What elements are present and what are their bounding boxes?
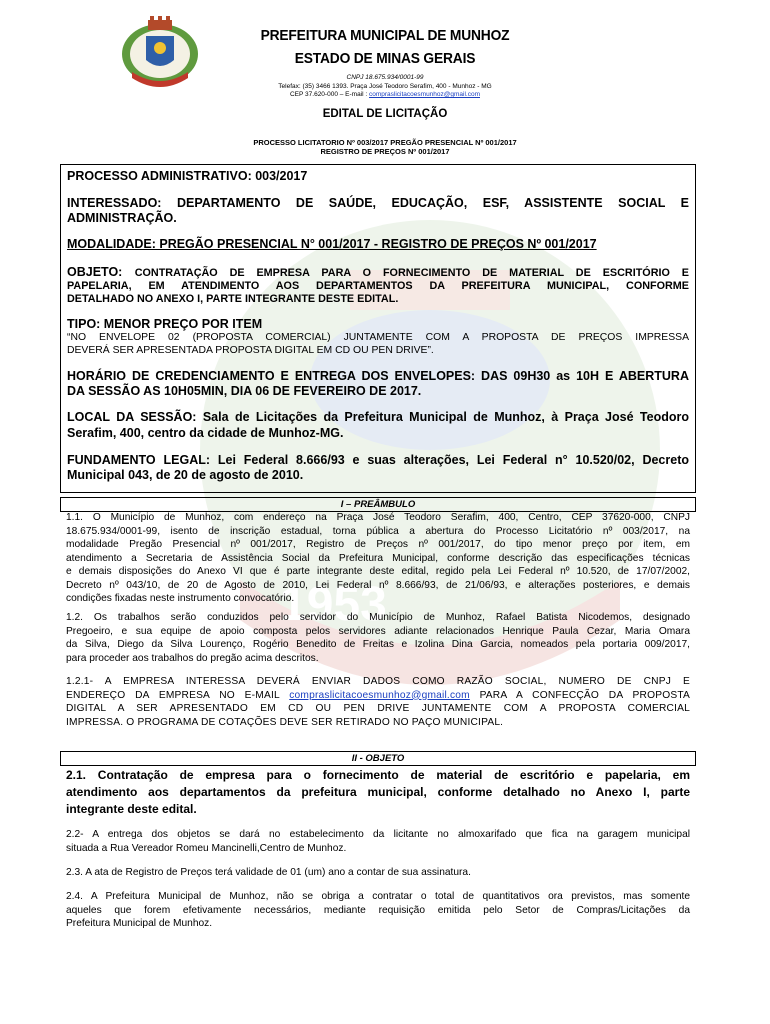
p1-1-line4: atendimento a Secretaria de Assistência Social da Prefeitura Municipal, conforme descrição das especificações técnicas: [66, 552, 690, 564]
p2-4-line3: Prefeitura Municipal de Munhoz.: [66, 918, 213, 929]
p1-2-1-line2: [66, 689, 690, 703]
p2-4-line2: aqueles que forem efetivamente necessários, mediante requisição emitida pelo Setor de Compras/Licitações da: [66, 904, 690, 916]
p1-2-1-line1: 1.2.1- A EMPRESA INTERESSA DEVERÁ ENVIAR DADOS COMO RAZÃO SOCIAL, NUMERO DE CNPJ E: [66, 676, 690, 687]
header-cnpj: CNPJ 18.675.934/0001-99: [346, 74, 424, 81]
paragraph-2-2: [66, 828, 690, 855]
horario-line2: DA SESSÃO AS 10H05MIN, DIA 06 DE FEVEREIRO DE 2017.: [67, 384, 422, 398]
p1-2-1-email-link[interactable]: compraslicitacoesmunhoz@gmail.com: [289, 689, 470, 701]
fundamento-line1: FUNDAMENTO LEGAL: Lei Federal 8.666/93 e suas alterações, Lei Federal n° 10.520/02, Decreto: [67, 453, 689, 467]
p1-2-1-line4: IMPRESSA. O PROGRAMA DE COTAÇÕES DEVE SER RETIRADO NO PAÇO MUNICIPAL.: [66, 716, 504, 728]
summary-box: [60, 164, 696, 493]
objeto-line3: DETALHADO NO ANEXO I, PARTE INTEGRANTE DESTE EDITAL.: [67, 293, 399, 305]
section-preambulo-heading: I – PREÂMBULO: [60, 497, 696, 512]
processo-administrativo: PROCESSO ADMINISTRATIVO: 003/2017: [67, 169, 308, 183]
p2-1-line3: integrante deste edital.: [66, 802, 197, 816]
p1-1-line2: 18.675.934/0001-99, isento de inscrição estadual, torna pública a abertura do Processo Licitatório nº 003/2017, na: [66, 525, 690, 537]
paragraph-2-3: 2.3. A ata de Registro de Preços terá validade de 01 (um) ano a contar de sua assinatura.: [66, 867, 471, 878]
p1-2-1-prefix: ENDEREÇO DA EMPRESA NO E-MAIL: [66, 689, 290, 701]
p1-1-line7: condições fixadas neste instrumento convocatório.: [66, 593, 295, 604]
paragraph-1-1: [66, 511, 690, 606]
paragraph-2-4: [66, 890, 690, 931]
paragraph-1-2-1: [66, 675, 690, 729]
p2-2-line2: situada a Rua Vereador Romeu Mancinelli,Centro de Munhoz.: [66, 842, 347, 854]
p1-2-line3: da Silva, Diego da Silva Lourenço, Rogério Benedito de Freitas e Izolina Dina Garcia, nomeados pela portaria 009/2017,: [66, 639, 690, 650]
interessado-line2: ADMINISTRAÇÃO.: [67, 211, 177, 225]
header-email-link[interactable]: compraslicitacoesmunhoz@gmail.com: [369, 91, 480, 98]
municipality-title: PREFEITURA MUNICIPAL DE MUNHOZ: [260, 27, 510, 44]
paragraph-1-2: [66, 611, 690, 665]
header-address: Telefax: (35) 3466 1393. Praça José Teodoro Serafim, 400 - Munhoz - MG: [278, 83, 492, 90]
p1-2-line1: 1.2. Os trabalhos serão conduzidos pelo servidor do Município de Munhoz, Rafael Batista Nicodemos, designado: [66, 612, 690, 623]
tipo: TIPO: MENOR PREÇO POR ITEM: [67, 317, 263, 331]
objeto-line2: PAPELARIA, EM ATENDIMENTO AOS DEPARTAMENTOS DA PREFEITURA MUNICIPAL, CONFORME: [67, 280, 689, 292]
objeto-label: OBJETO:: [67, 265, 135, 279]
registro-line: REGISTRO DE PREÇOS Nº 001/2017: [320, 147, 450, 156]
p2-1-line1: 2.1. Contratação de empresa para o fornecimento de material de escritório e papelaria, em: [66, 768, 690, 782]
local-line2: Serafim, 400, centro da cidade de Munhoz-MG.: [67, 426, 344, 440]
process-line: PROCESSO LICITATORIO Nº 003/2017 PREGÃO PRESENCIAL Nº 001/2017: [253, 138, 517, 147]
modalidade: MODALIDADE: PREGÃO PRESENCIAL N° 001/2017 - REGISTRO DE PREÇOS Nº 001/2017: [67, 237, 597, 251]
p1-1-line1: 1.1. O Município de Munhoz, com endereço na Praça José Teodoro Serafim, 400, Centro, CEP 37620-000, CNPJ: [66, 512, 690, 523]
p1-1-line6: Decreto nº 043/10, de 20 de Agosto de 2010, Lei Federal nº 8.666/93, de 21/06/93, e alterações posteriores, e demais: [66, 579, 690, 591]
p2-2-line1: 2.2- A entrega dos objetos se dará no estabelecimento da licitante no almoxarifado que fica na garagem municipal: [66, 829, 690, 840]
local-line1: LOCAL DA SESSÃO: Sala de Licitações da Prefeitura Municipal de Munhoz, à Praça José Teodoro: [67, 410, 689, 424]
p1-1-line3: modalidade Pregão Presencial nº 001/2017, Registro de Preços nº 001/2017, do tipo menor preço por item, em: [66, 539, 690, 550]
document-title: EDITAL DE LICITAÇÃO: [322, 108, 448, 120]
p1-2-line4: para proceder aos trabalhos do pregão acima descritos.: [66, 652, 319, 664]
p2-1-line2: atendimento aos departamentos da prefeitura municipal, conforme detalhado no Anexo I, parte: [66, 785, 690, 799]
watermark-year: 1953: [280, 578, 387, 631]
horario-line1: HORÁRIO DE CREDENCIAMENTO E ENTREGA DOS ENVELOPES: DAS 09H30 as 10H E ABERTURA: [67, 369, 689, 383]
objeto-text1: CONTRATAÇÃO DE EMPRESA PARA O FORNECIMENTO DE MATERIAL DE ESCRITÓRIO E: [134, 267, 689, 279]
header-cep: CEP 37.620-000 – E-mail :: [289, 91, 369, 98]
p1-2-1-suffix: PARA A CONFECÇÃO DA PROPOSTA: [469, 689, 691, 701]
paragraph-2-1: [66, 767, 690, 818]
section-objeto-heading: II - OBJETO: [60, 751, 696, 766]
state-title: ESTADO DE MINAS GERAIS: [294, 50, 476, 67]
p1-1-line5: e demais disposições do Anexo VI que é parte integrante deste edital, regido pela Lei Federal nº 10.520, de 17/07/2002,: [66, 566, 690, 577]
tipo-note-line2: DEVERÁ SER APRESENTADA PROPOSTA DIGITAL EM CD OU PEN DRIVE”.: [67, 345, 434, 356]
tipo-note-line1: “NO ENVELOPE 02 (PROPOSTA COMERCIAL) JUNTAMENTE COM A PROPOSTA DE PREÇOS IMPRESSA: [67, 332, 689, 343]
p1-2-line2: Pregoeiro, e sua equipe de apoio composta pelos servidores adiante relacionados Henrique Paula Cezar, Maria Omara: [66, 625, 690, 637]
fundamento-line2: Municipal 043, de 20 de agosto de 2010.: [67, 468, 304, 482]
p1-2-1-line3: DIGITAL A SER APRESENTADO EM CD OU PEN DRIVE JUNTAMENTE COM A PROPOSTA COMERCIAL: [66, 703, 690, 714]
objeto-line1: [67, 265, 689, 279]
interessado-line1: INTERESSADO: DEPARTAMENTO DE SAÚDE, EDUCAÇÃO, ESF, ASSISTENTE SOCIAL E: [67, 196, 689, 210]
header-contact: [0, 91, 770, 98]
p2-4-line1: 2.4. A Prefeitura Municipal de Munhoz, não se obriga a contratar o total de quantitativos ora previstos, mas somente: [66, 891, 690, 902]
